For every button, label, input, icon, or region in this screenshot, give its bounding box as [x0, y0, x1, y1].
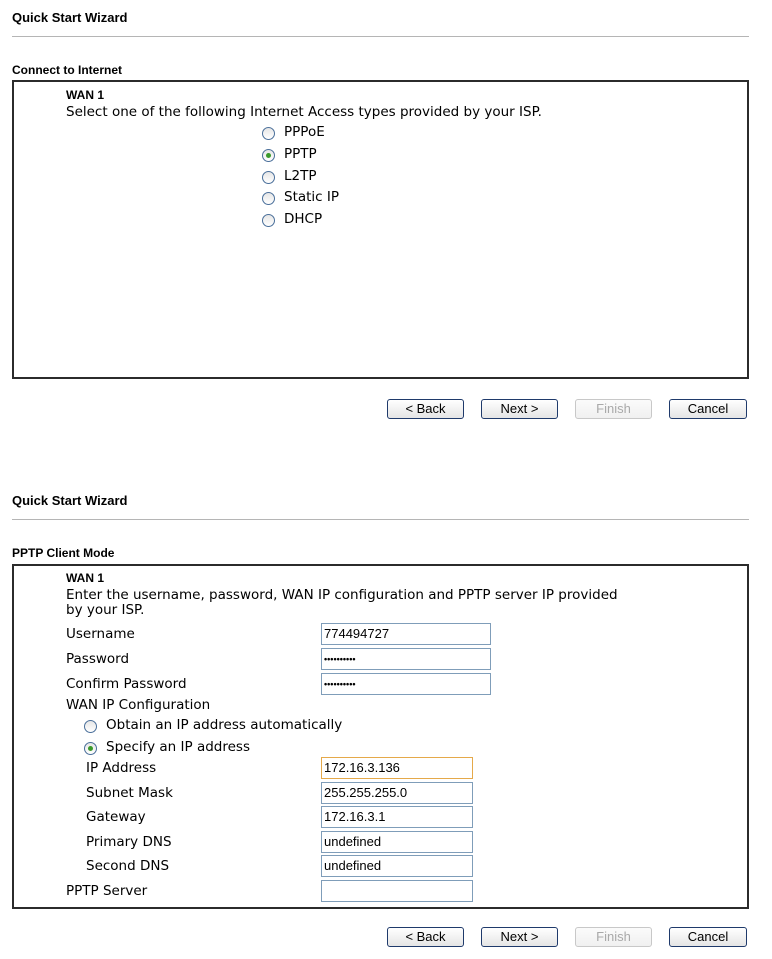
pptp-server-input[interactable]: [321, 880, 473, 902]
divider: [12, 519, 749, 520]
option-label: Specify an IP address: [106, 739, 250, 755]
ip-address-input[interactable]: 172.16.3.136: [321, 757, 473, 779]
option-label: PPTP: [284, 146, 317, 162]
radio-dhcp[interactable]: [262, 214, 275, 227]
password-label: Password: [66, 651, 130, 667]
confirm-password-input[interactable]: ••••••••••: [321, 673, 491, 695]
finish-button[interactable]: Finish: [575, 927, 652, 947]
gateway-label: Gateway: [86, 809, 146, 825]
back-button[interactable]: < Back: [387, 399, 464, 419]
cancel-button[interactable]: Cancel: [669, 399, 747, 419]
section-title: Connect to Internet: [12, 63, 122, 77]
cancel-button[interactable]: Cancel: [669, 927, 747, 947]
option-label: DHCP: [284, 211, 323, 227]
ip-address-label: IP Address: [86, 760, 157, 776]
username-label: Username: [66, 626, 135, 642]
second-dns-input[interactable]: undefined: [321, 855, 473, 877]
wan-label: WAN 1: [66, 88, 105, 102]
wizard-title: Quick Start Wizard: [12, 493, 128, 508]
instruction-text: Select one of the following Internet Access types provided by your ISP.: [66, 104, 542, 120]
connection-type-panel: [12, 80, 749, 379]
confirm-password-label: Confirm Password: [66, 676, 187, 692]
second-dns-label: Second DNS: [86, 858, 170, 874]
option-label: Static IP: [284, 189, 340, 205]
next-button[interactable]: Next >: [481, 927, 558, 947]
option-label: PPPoE: [284, 124, 325, 140]
wan-label: WAN 1: [66, 571, 105, 585]
option-label: Obtain an IP address automatically: [106, 717, 343, 733]
instruction-text-cont: by your ISP.: [66, 602, 145, 618]
pptp-server-label: PPTP Server: [66, 883, 148, 899]
wizard-title: Quick Start Wizard: [12, 10, 128, 25]
radio-pptp[interactable]: [262, 149, 275, 162]
gateway-input[interactable]: 172.16.3.1: [321, 806, 473, 828]
password-input[interactable]: ••••••••••: [321, 648, 491, 670]
finish-button[interactable]: Finish: [575, 399, 652, 419]
pptp-client-panel: [12, 564, 749, 909]
radio-l2tp[interactable]: [262, 171, 275, 184]
subnet-mask-input[interactable]: 255.255.255.0: [321, 782, 473, 804]
primary-dns-input[interactable]: undefined: [321, 831, 473, 853]
radio-specify-ip[interactable]: [84, 742, 97, 755]
option-label: L2TP: [284, 168, 317, 184]
subnet-mask-label: Subnet Mask: [86, 785, 173, 801]
divider: [12, 36, 749, 37]
username-input[interactable]: 774494727: [321, 623, 491, 645]
radio-obtain-auto[interactable]: [84, 720, 97, 733]
wan-ip-config-label: WAN IP Configuration: [66, 697, 211, 713]
primary-dns-label: Primary DNS: [86, 834, 172, 850]
radio-pppoe[interactable]: [262, 127, 275, 140]
radio-static-ip[interactable]: [262, 192, 275, 205]
section-title: PPTP Client Mode: [12, 546, 115, 560]
back-button[interactable]: < Back: [387, 927, 464, 947]
instruction-text: Enter the username, password, WAN IP configuration and PPTP server IP provided: [66, 587, 618, 603]
next-button[interactable]: Next >: [481, 399, 558, 419]
